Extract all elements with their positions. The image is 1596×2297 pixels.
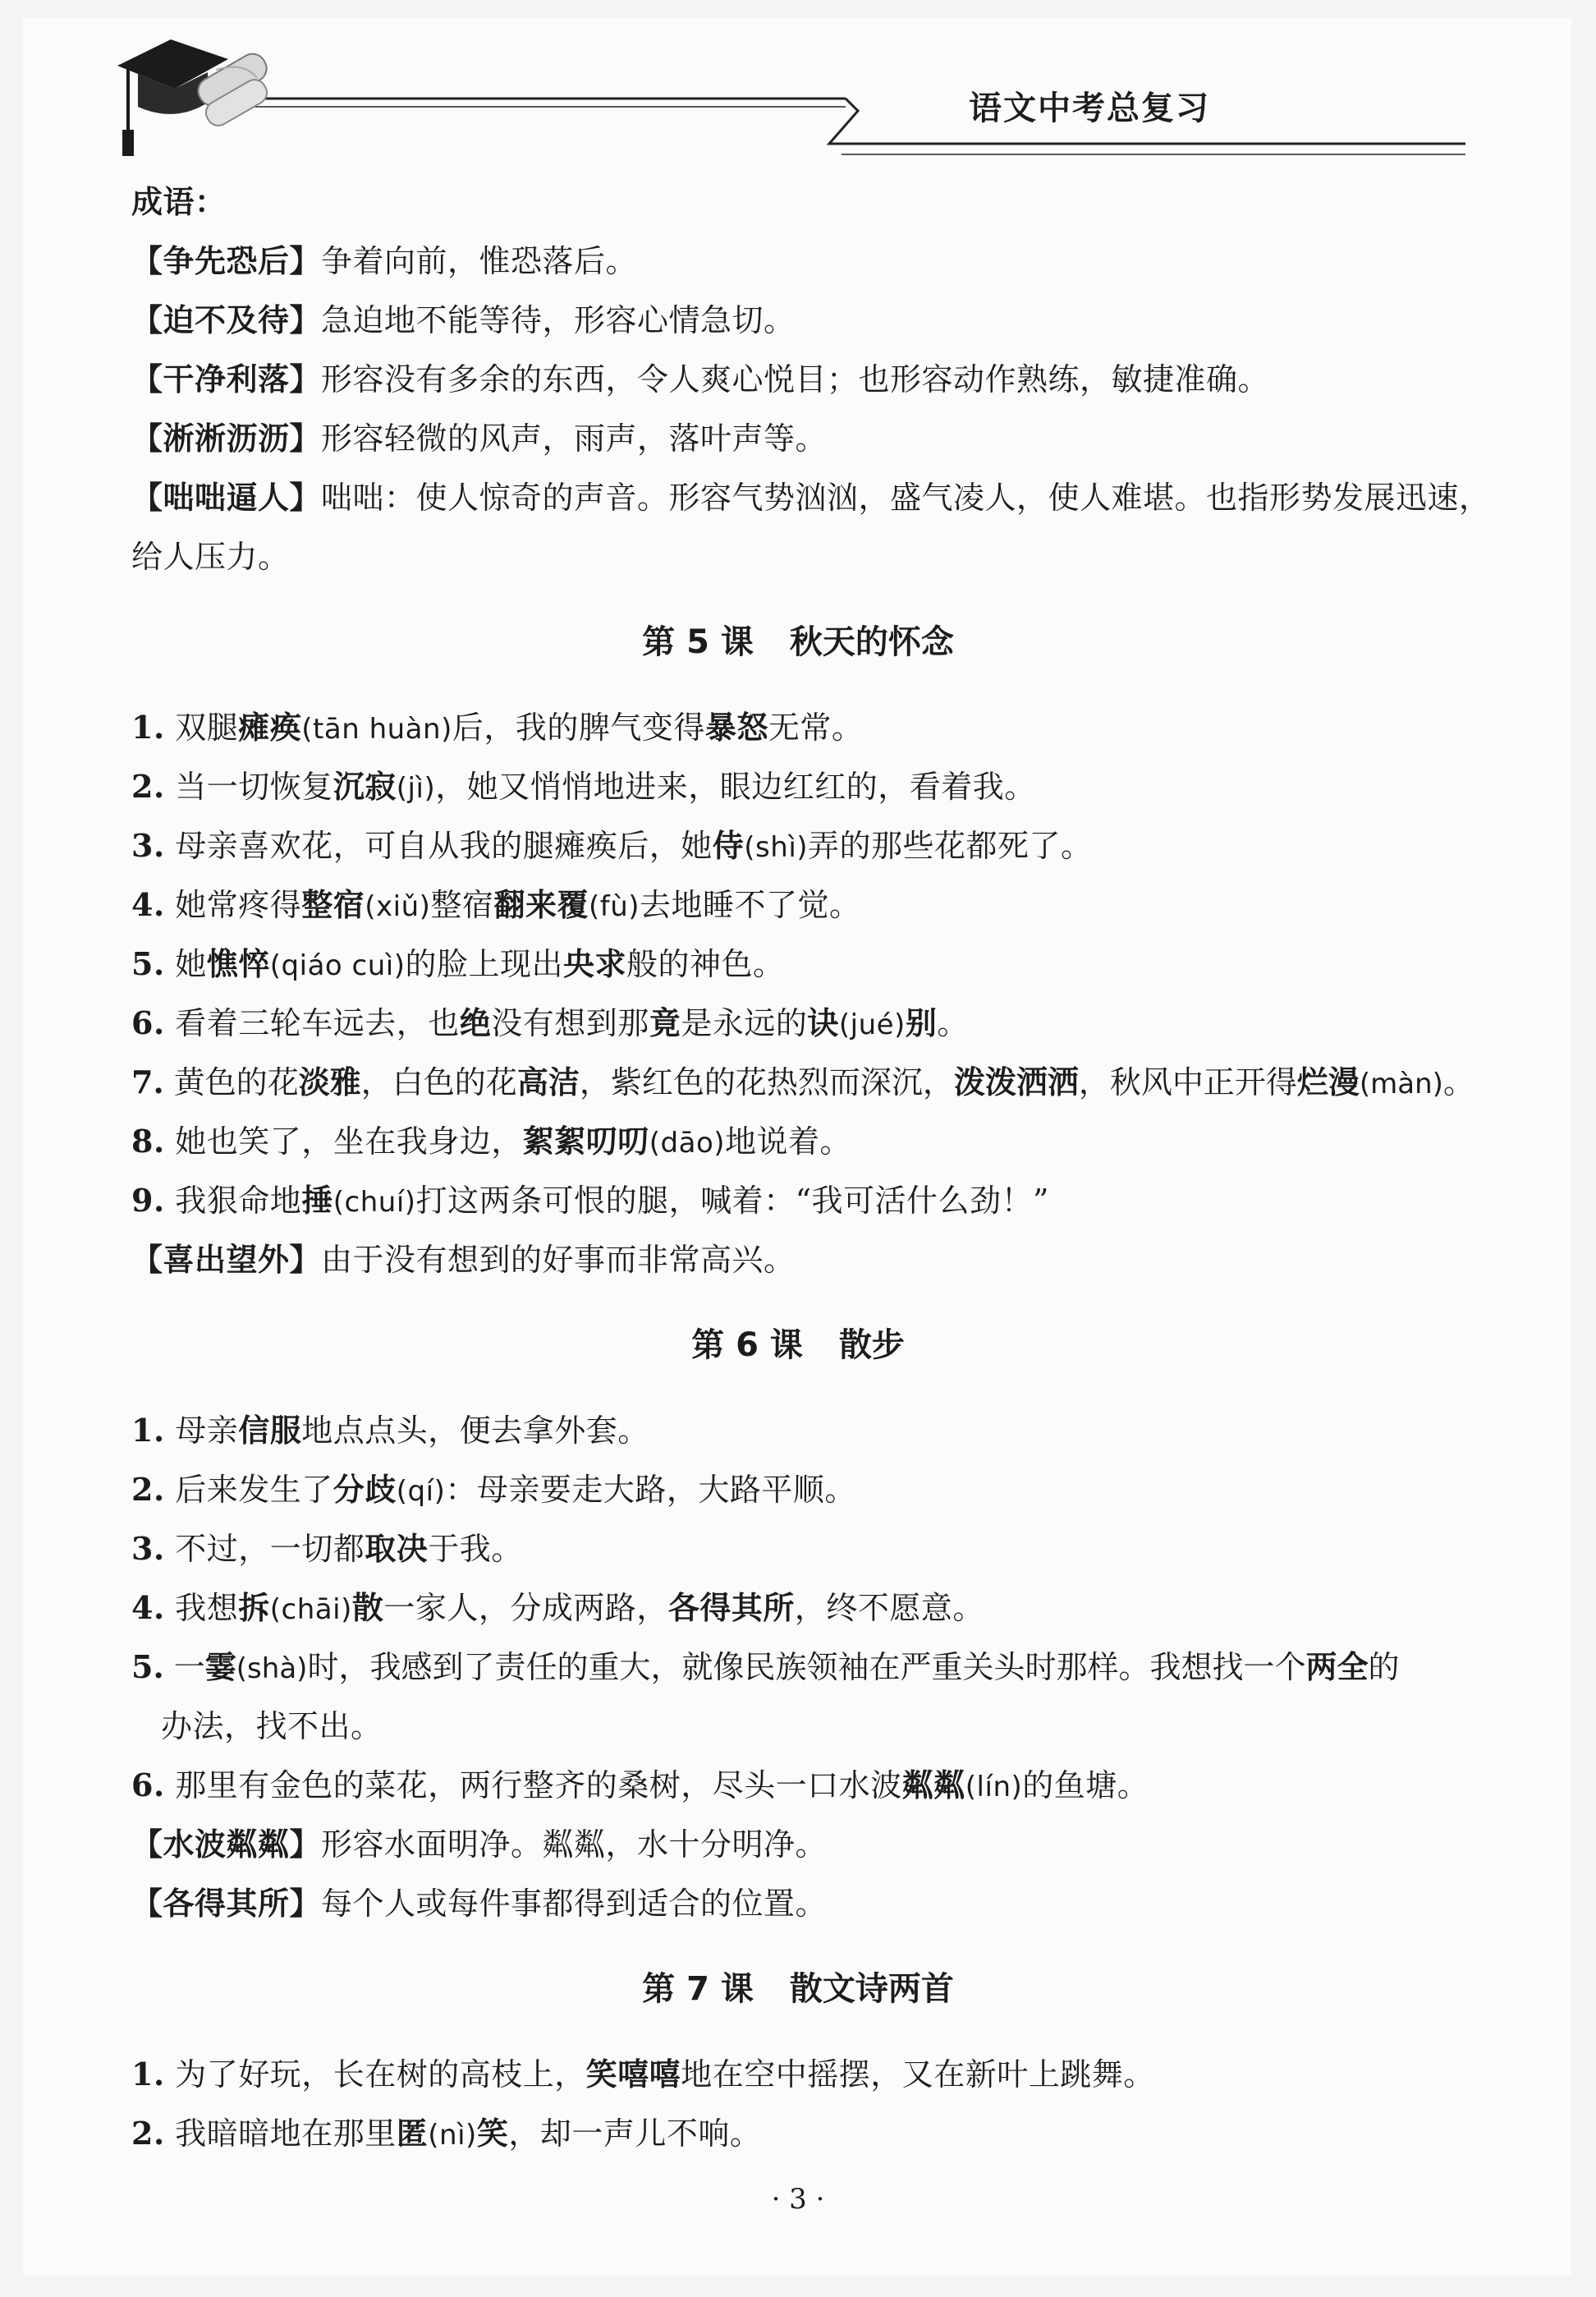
idiom-entry-continued: 给人压力。 <box>131 539 290 575</box>
list-item: 3. 母亲喜欢花，可自从我的腿瘫痪后，她侍(shì)弄的那些花都死了。 <box>131 827 1093 864</box>
list-item-continued: 办法，找不出。 <box>161 1708 383 1744</box>
list-item: 6. 看着三轮车远去，也绝没有想到那竟是永远的诀(jué)别。 <box>131 1004 969 1041</box>
list-item: 2. 当一切恢复沉寂(jì)，她又悄悄地进来，眼边红红的，看着我。 <box>131 768 1036 805</box>
section-label: 成语： <box>131 184 227 220</box>
lesson-heading: 第 7 课 散文诗两首 <box>642 1970 954 2008</box>
list-item: 8. 她也笑了，坐在我身边，絮絮叨叨(dāo)地说着。 <box>131 1123 852 1160</box>
header <box>0 0 1596 164</box>
list-item: 1. 母亲信服地点点头，便去拿外套。 <box>131 1412 649 1449</box>
idiom-entry: 【迫不及待】急迫地不能等待，形容心情急切。 <box>131 302 796 338</box>
page-number: · 3 · <box>771 2183 825 2216</box>
list-item: 4. 她常疼得整宿(xiǔ)整宿翻来覆(fù)去地睡不了觉。 <box>131 886 861 923</box>
list-item: 7. 黄色的花淡雅，白色的花高洁，紫红色的花热烈而深沉，泼泼洒洒，秋风中正开得烂漫(màn)。 <box>131 1064 1474 1100</box>
lesson-heading: 第 6 课 散步 <box>691 1326 905 1364</box>
idiom-entry: 【争先恐后】争着向前，惟恐落后。 <box>131 243 638 279</box>
book-title: 语文中考总复习 <box>969 89 1210 127</box>
idiom-entry: 【淅淅沥沥】形容轻微的风声，雨声，落叶声等。 <box>131 420 828 457</box>
list-item: 5. 一霎(shà)时，我感到了责任的重大，就像民族领袖在严重关头时那样。我想找一个两全的 <box>131 1648 1400 1685</box>
idiom-entry: 【各得其所】每个人或每件事都得到适合的位置。 <box>131 1886 828 1922</box>
idiom-entry: 【水波粼粼】形容水面明净。粼粼，水十分明净。 <box>131 1826 828 1863</box>
list-item: 1. 为了好玩，长在树的高枝上，笑嘻嘻地在空中摇摆，又在新叶上跳舞。 <box>131 2056 1155 2093</box>
list-item: 4. 我想拆(chāi)散一家人，分成两路，各得其所，终不愿意。 <box>131 1589 984 1626</box>
idiom-entry: 【干净利落】形容没有多余的东西，令人爽心悦目；也形容动作熟练，敏捷准确。 <box>131 361 1270 397</box>
list-item: 9. 我狠命地捶(chuí)打这两条可恨的腿，喊着：“我可活什么劲！” <box>131 1182 1049 1219</box>
lesson-heading: 第 5 课 秋天的怀念 <box>642 623 954 661</box>
list-item: 3. 不过，一切都取决于我。 <box>131 1530 523 1567</box>
list-item: 2. 后来发生了分歧(qí)：母亲要走大路，大路平顺。 <box>131 1471 856 1508</box>
list-item: 6. 那里有金色的菜花，两行整齐的桑树，尽头一口水波粼粼(lín)的鱼塘。 <box>131 1766 1149 1803</box>
list-item: 2. 我暗暗地在那里匿(nì)笑，却一声儿不响。 <box>131 2115 762 2152</box>
graduation-cap-icon <box>113 33 286 164</box>
idiom-entry: 【喜出望外】由于没有想到的好事而非常高兴。 <box>131 1242 796 1278</box>
idiom-entry: 【咄咄逼人】咄咄：使人惊奇的声音。形容气势汹汹，盛气凌人，使人难堪。也指形势发展迅速， <box>131 480 1491 516</box>
list-item: 5. 她憔悴(qiáo cuì)的脸上现出央求般的神色。 <box>131 945 785 982</box>
list-item: 1. 双腿瘫痪(tān huàn)后，我的脾气变得暴怒无常。 <box>131 709 864 746</box>
